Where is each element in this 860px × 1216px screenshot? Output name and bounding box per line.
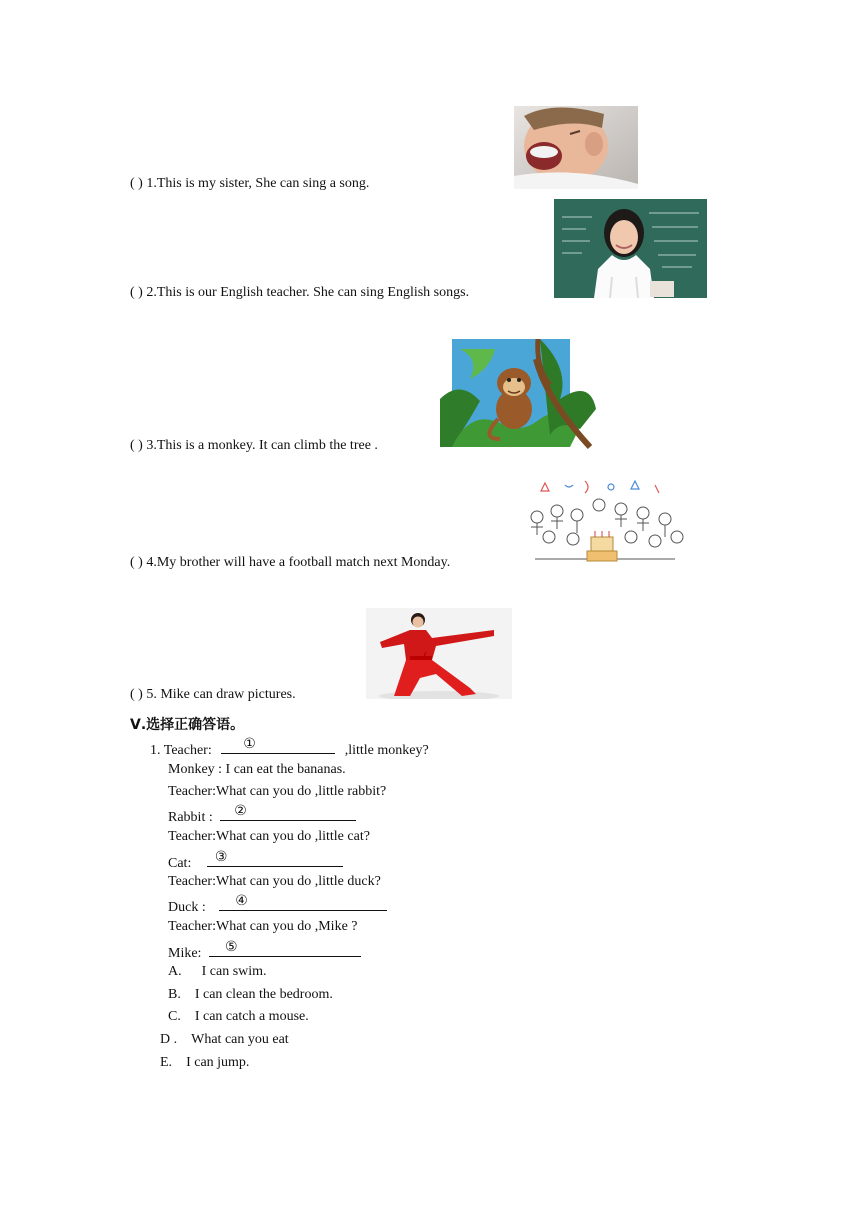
question-3 <box>130 437 378 455</box>
question-2 <box>130 284 469 302</box>
question-text: 2.This is our English teacher. She can sing English songs. <box>146 285 470 300</box>
answer-paren[interactable]: ( ) <box>130 176 143 191</box>
dialog-line-6: Cat: ③ <box>168 851 343 873</box>
monkey-in-tree-image <box>440 339 596 449</box>
dialog-line-10: Mike: ⑤ <box>168 941 361 963</box>
dialog-line-2: Monkey : I can eat the bananas. <box>168 762 346 777</box>
answer-paren[interactable]: ( ) <box>130 555 143 570</box>
answer-blank-1[interactable]: ① <box>221 738 335 754</box>
shouting-boy-image <box>514 106 638 189</box>
answer-paren[interactable]: ( ) <box>130 687 143 702</box>
section-heading: Ⅴ.选择正确答语。 <box>130 717 245 733</box>
option-a: A. I can swim. <box>168 964 267 979</box>
option-d: D . What can you eat <box>160 1032 289 1047</box>
question-text: 5. Mike can draw pictures. <box>146 687 296 702</box>
question-4 <box>130 554 450 572</box>
answer-blank-2[interactable]: ② <box>220 805 356 821</box>
dialog-line-7: Teacher:What can you do ,little duck? <box>168 874 381 889</box>
dialog-line-1: 1. Teacher: ① ,little monkey? <box>150 736 429 758</box>
option-e: E. I can jump. <box>160 1055 250 1070</box>
question-text: 3.This is a monkey. It can climb the tree . <box>146 438 378 453</box>
answer-blank-5[interactable]: ⑤ <box>209 941 361 957</box>
dialog-line-9: Teacher:What can you do ,Mike ? <box>168 919 358 934</box>
question-text: 4.My brother will have a football match next Monday. <box>146 555 451 570</box>
answer-blank-4[interactable]: ④ <box>219 895 387 911</box>
answer-blank-3[interactable]: ③ <box>207 851 343 867</box>
question-1 <box>130 175 369 193</box>
answer-paren[interactable]: ( ) <box>130 285 143 300</box>
dialog-line-5: Teacher:What can you do ,little cat? <box>168 829 370 844</box>
boy-kungfu-image <box>366 608 512 699</box>
dialog-line-4: Rabbit : ② <box>168 805 356 827</box>
question-text: 1.This is my sister, She can sing a song. <box>146 176 370 191</box>
option-c: C. I can catch a mouse. <box>168 1009 309 1024</box>
teacher-at-blackboard-image <box>554 199 707 298</box>
party-cartoon-image <box>515 475 690 570</box>
dialog-line-8: Duck : ④ <box>168 895 387 917</box>
answer-paren[interactable]: ( ) <box>130 438 143 453</box>
option-b: B. I can clean the bedroom. <box>168 987 333 1002</box>
question-5 <box>130 686 296 704</box>
dialog-line-3: Teacher:What can you do ,little rabbit? <box>168 784 387 799</box>
